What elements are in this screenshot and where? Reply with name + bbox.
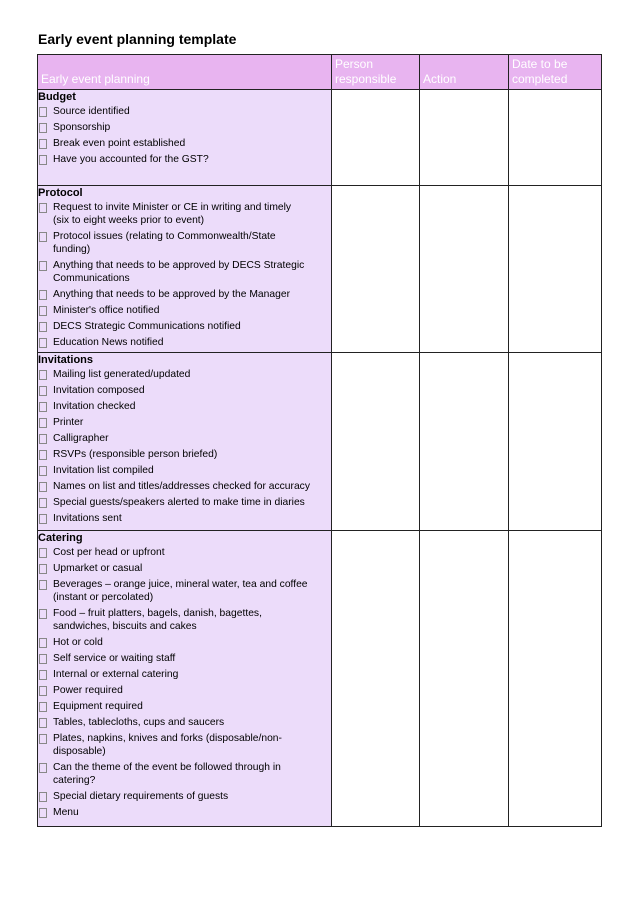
checklist-item: [38, 716, 331, 729]
checkbox-square-icon[interactable]: [39, 808, 47, 818]
checklist-item-text: (instant or percolated): [53, 592, 154, 603]
checkbox-square-icon[interactable]: [39, 718, 47, 728]
checklist-item-text: Invitation list compiled: [53, 465, 154, 476]
checklist: [38, 546, 331, 819]
checklist-item-text: catering?: [53, 775, 96, 786]
checklist-item: [38, 496, 331, 509]
checkbox-square-icon[interactable]: [39, 734, 47, 744]
section-row-catering: [38, 531, 602, 827]
checklist-item: [38, 578, 331, 604]
checklist-item-text: Special dietary requirements of guests: [53, 791, 229, 802]
checklist: [38, 201, 331, 349]
person-responsible-cell[interactable]: [332, 531, 420, 827]
checkbox-square-icon[interactable]: [39, 482, 47, 492]
checkbox-square-icon[interactable]: [39, 370, 47, 380]
header-action: Action: [420, 55, 509, 90]
checklist-item-text: Anything that needs to be approved by the Manager: [53, 289, 290, 300]
checklist: [38, 105, 331, 166]
checklist-item: [38, 201, 331, 227]
checklist-item-text: disposable): [53, 746, 106, 757]
checklist-item: [38, 480, 331, 493]
checklist-item: [38, 700, 331, 713]
checkbox-square-icon[interactable]: [39, 654, 47, 664]
checklist-item: [38, 636, 331, 649]
checkbox-square-icon[interactable]: [39, 580, 47, 590]
checklist-item: [38, 761, 331, 787]
person-responsible-cell[interactable]: [332, 353, 420, 531]
section-row-budget: [38, 90, 602, 186]
checklist-item: [38, 320, 331, 333]
section-cell: [38, 353, 332, 531]
checkbox-square-icon[interactable]: [39, 261, 47, 271]
checklist-item: [38, 416, 331, 429]
checklist-item-text: Mailing list generated/updated: [53, 369, 191, 380]
section-title: Protocol: [38, 187, 83, 199]
checklist-item: [38, 432, 331, 445]
checklist-item-text: Names on list and titles/addresses checked for accuracy: [53, 481, 310, 492]
checklist-item: [38, 336, 331, 349]
checklist-item-text: funding): [53, 244, 91, 255]
action-cell[interactable]: [420, 90, 509, 186]
planning-table: [37, 54, 602, 827]
checklist-item: [38, 105, 331, 118]
checklist-item: [38, 153, 331, 166]
section-title: Catering: [38, 532, 83, 544]
checkbox-square-icon[interactable]: [39, 203, 47, 213]
action-cell[interactable]: [420, 186, 509, 353]
checkbox-square-icon[interactable]: [39, 322, 47, 332]
checklist-item: [38, 230, 331, 256]
checklist-item: [38, 790, 331, 803]
checklist-item-text: Invitation checked: [53, 401, 136, 412]
checkbox-square-icon[interactable]: [39, 232, 47, 242]
checkbox-square-icon[interactable]: [39, 686, 47, 696]
checkbox-square-icon[interactable]: [39, 155, 47, 165]
checklist-item-text: Source identified: [53, 106, 130, 117]
checklist-item: [38, 400, 331, 413]
checklist-item: [38, 384, 331, 397]
checklist-item-text: Cost per head or upfront: [53, 547, 165, 558]
checkbox-square-icon[interactable]: [39, 386, 47, 396]
checklist-item-text: Request to invite Minister or CE in writing and timely: [53, 202, 292, 213]
checkbox-square-icon[interactable]: [39, 290, 47, 300]
checkbox-square-icon[interactable]: [39, 139, 47, 149]
checklist-item-text: Plates, napkins, knives and forks (disposable/non-: [53, 733, 282, 744]
checklist-item: [38, 668, 331, 681]
checklist-item-text: Protocol issues (relating to Commonwealth/State: [53, 231, 276, 242]
section-cell: [38, 90, 332, 186]
date-cell[interactable]: [509, 186, 602, 353]
checklist-item: [38, 304, 331, 317]
checklist-item-text: RSVPs (responsible person briefed): [53, 449, 218, 460]
checklist-item-text: Upmarket or casual: [53, 563, 143, 574]
checklist: [38, 368, 331, 525]
checkbox-square-icon[interactable]: [39, 792, 47, 802]
checkbox-square-icon[interactable]: [39, 107, 47, 117]
checkbox-square-icon[interactable]: [39, 306, 47, 316]
checklist-item-text: (six to eight weeks prior to event): [53, 215, 205, 226]
checkbox-square-icon[interactable]: [39, 418, 47, 428]
checklist-item-text: Education News notified: [53, 337, 164, 348]
checklist-item: [38, 512, 331, 525]
checklist-item-text: DECS Strategic Communications notified: [53, 321, 241, 332]
checklist-item-text: sandwiches, biscuits and cakes: [53, 621, 197, 632]
checklist-item: [38, 464, 331, 477]
checklist-item-text: Minister's office notified: [53, 305, 160, 316]
checkbox-square-icon[interactable]: [39, 564, 47, 574]
checkbox-square-icon[interactable]: [39, 609, 47, 619]
checkbox-square-icon[interactable]: [39, 450, 47, 460]
action-cell[interactable]: [420, 353, 509, 531]
checklist-item-text: Can the theme of the event be followed through in: [53, 762, 281, 773]
header-person-responsible: Person responsible: [332, 55, 420, 90]
date-cell[interactable]: [509, 90, 602, 186]
checklist-item: [38, 137, 331, 150]
checklist-item-text: Calligrapher: [53, 433, 109, 444]
section-title: Invitations: [38, 354, 94, 366]
action-cell[interactable]: [420, 531, 509, 827]
checkbox-square-icon[interactable]: [39, 498, 47, 508]
checklist-item-text: Have you accounted for the GST?: [53, 154, 209, 165]
checkbox-square-icon[interactable]: [39, 702, 47, 712]
checklist-item-text: Self service or waiting staff: [53, 653, 176, 664]
section-row-invitations: [38, 353, 602, 531]
checklist-item: [38, 806, 331, 819]
checkbox-square-icon[interactable]: [39, 466, 47, 476]
checklist-item-text: Break even point established: [53, 138, 186, 149]
checkbox-square-icon[interactable]: [39, 548, 47, 558]
checklist-item: [38, 259, 331, 285]
checklist-item-text: Tables, tablecloths, cups and saucers: [53, 717, 225, 728]
header-row: [38, 55, 602, 90]
header-early-event-planning: Early event planning: [38, 55, 332, 90]
checkbox-square-icon[interactable]: [39, 402, 47, 412]
checklist-item-text: Special guests/speakers alerted to make time in diaries: [53, 497, 305, 508]
checklist-item-text: Communications: [53, 273, 130, 284]
date-cell[interactable]: [509, 353, 602, 531]
checkbox-square-icon[interactable]: [39, 763, 47, 773]
date-cell[interactable]: [509, 531, 602, 827]
checklist-item: [38, 546, 331, 559]
checklist-item: [38, 607, 331, 633]
header-date-to-be-completed: Date to be completed: [509, 55, 602, 90]
checklist-item-text: Invitation composed: [53, 385, 145, 396]
person-responsible-cell[interactable]: [332, 90, 420, 186]
section-title: Budget: [38, 91, 76, 103]
checklist-item: [38, 121, 331, 134]
checkbox-square-icon[interactable]: [39, 338, 47, 348]
checklist-item-text: Internal or external catering: [53, 669, 179, 680]
checklist-item: [38, 684, 331, 697]
checklist-item-text: Hot or cold: [53, 637, 103, 648]
checklist-item: [38, 732, 331, 758]
checklist-item-text: Menu: [53, 807, 79, 818]
checklist-item-text: Invitations sent: [53, 513, 122, 524]
checklist-item-text: Printer: [53, 417, 84, 428]
section-cell: [38, 186, 332, 353]
checklist-item: [38, 562, 331, 575]
checklist-item-text: Anything that needs to be approved by DECS Strategic: [53, 260, 305, 271]
checkbox-square-icon[interactable]: [39, 434, 47, 444]
checklist-item-text: Food – fruit platters, bagels, danish, bagettes,: [53, 608, 262, 619]
checklist-item-text: Sponsorship: [53, 122, 111, 133]
person-responsible-cell[interactable]: [332, 186, 420, 353]
page-title: Early event planning template: [38, 31, 237, 47]
checkbox-square-icon[interactable]: [39, 123, 47, 133]
checklist-item-text: Power required: [53, 685, 123, 696]
checkbox-square-icon[interactable]: [39, 514, 47, 524]
checklist-item: [38, 448, 331, 461]
section-cell: [38, 531, 332, 827]
section-row-protocol: [38, 186, 602, 353]
checklist-item-text: Equipment required: [53, 701, 143, 712]
checklist-item: [38, 368, 331, 381]
checkbox-square-icon[interactable]: [39, 638, 47, 648]
checklist-item-text: Beverages – orange juice, mineral water, tea and coffee: [53, 579, 308, 590]
checklist-item: [38, 288, 331, 301]
checklist-item: [38, 652, 331, 665]
checkbox-square-icon[interactable]: [39, 670, 47, 680]
